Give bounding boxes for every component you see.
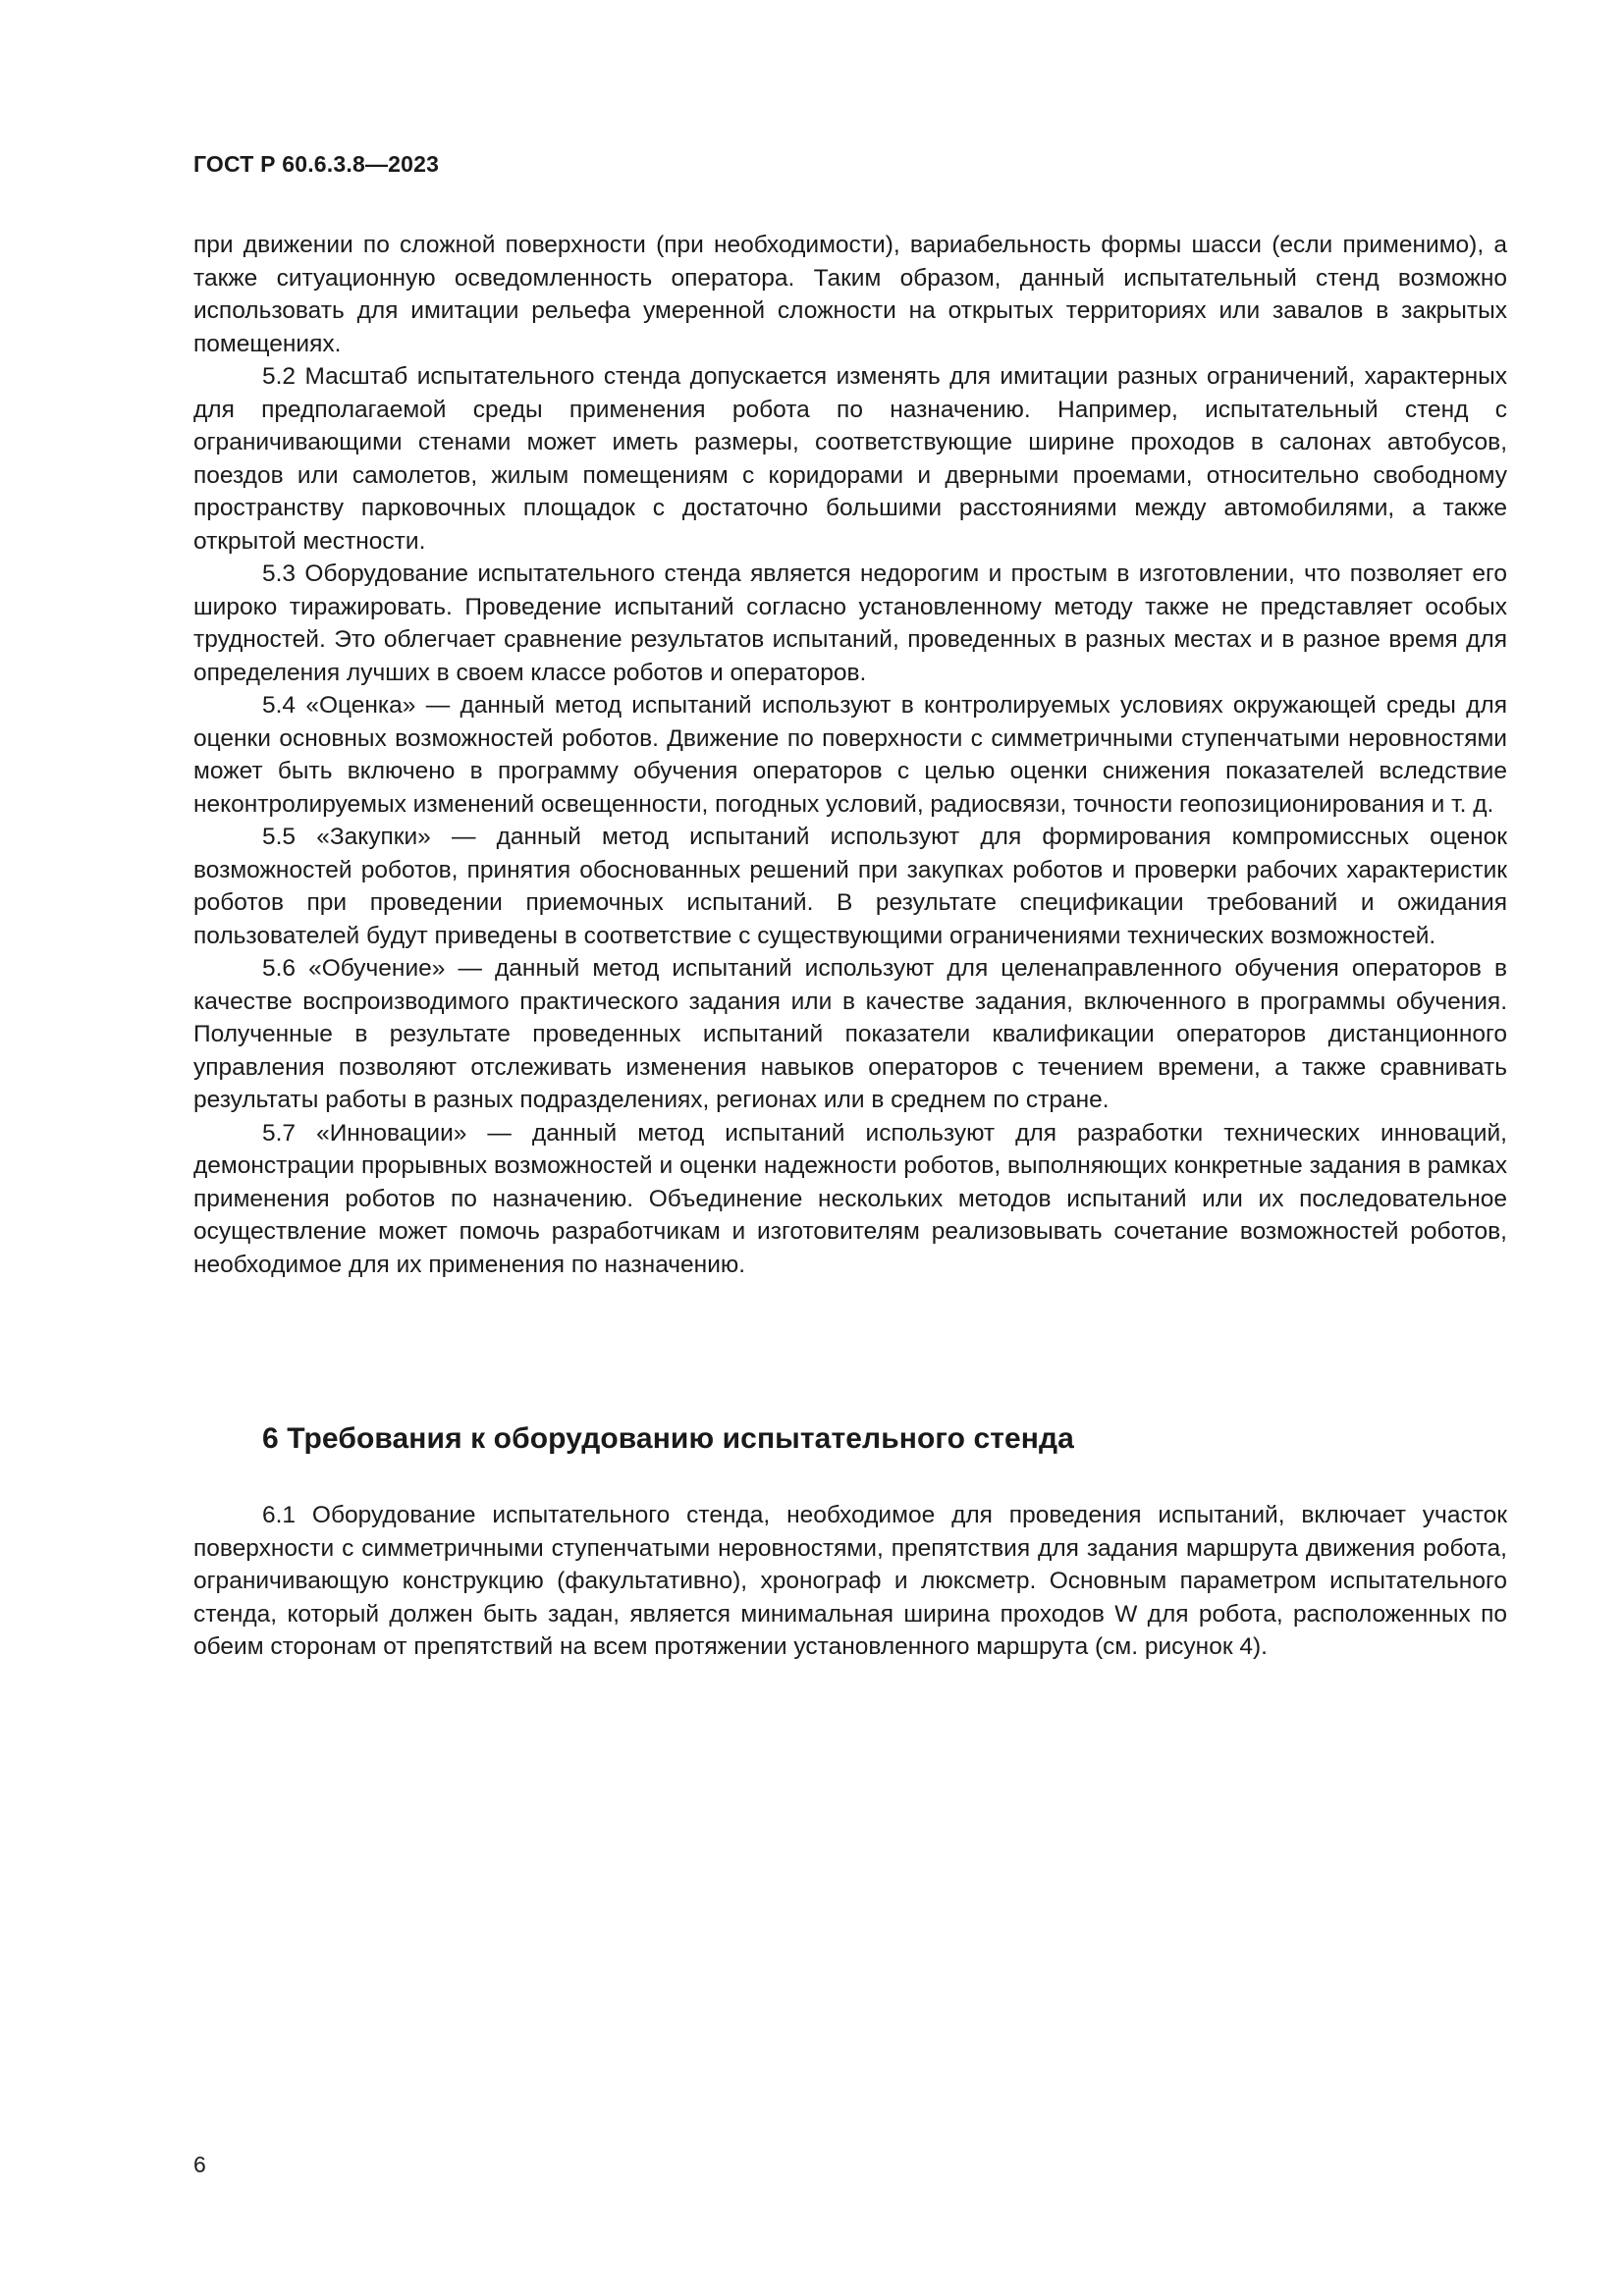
paragraph-5-3: 5.3 Оборудование испытательного стенда является недорогим и простым в изготовлении, что позволяет его широко тиражировать. Проведение испытаний согласно установленному методу также не представляет особых трудностей. Это облегчает сравнение результатов испытаний, проведенных в разных местах и в разное время для определения лучших в своем классе роботов и операторов. bbox=[193, 561, 1507, 686]
section-5-body bbox=[193, 229, 1507, 1281]
paragraph-5-7: 5.7 «Инновации» — данный метод испытаний используют для разработки технических инноваций, демонстрации прорывных возможностей и оценки надежности роботов, выполняющих конкретные задания в рамках применения роботов по назначению. Объединение нескольких методов испытаний или их последовательное осуществление может помочь разработчикам и изготовителям реализовывать сочетание возможностей роботов, необходимое для их применения по назначению. bbox=[193, 1119, 1507, 1278]
page-number: 6 bbox=[193, 2152, 206, 2177]
paragraph-5-2: 5.2 Масштаб испытательного стенда допускается изменять для имитации разных ограничений, характерных для предполагаемой среды применения робота по назначению. Например, испытательный стенд с ограничивающими стенами может иметь размеры, соответствующие ширине проходов в салонах автобусов, поездов или самолетов, жилым помещениям с коридорами и дверными проемами, относительно свободному пространству парковочных площадок с достаточно большими расстояниями между автомобилями, а также открытой местности. bbox=[193, 363, 1507, 555]
paragraph-5-6: 5.6 «Обучение» — данный метод испытаний используют для целенаправленного обучения операторов в качестве воспроизводимого практического задания или в качестве задания, включенного в программы обучения. Полученные в результате проведенных испытаний показатели квалификации операторов дистанционного управления позволяют отслеживать изменения навыков операторов с течением времени, а также сравнивать результаты работы в разных подразделениях, регионах или в среднем по стране. bbox=[193, 955, 1507, 1113]
paragraph-5-4: 5.4 «Оценка» — данный метод испытаний используют в контролируемых условиях окружающей среды для оценки основных возможностей роботов. Движение по поверхности с симметричными ступенчатыми неровностями может быть включено в программу обучения операторов с целью оценки снижения показателей вследствие неконтролируемых изменений освещенности, погодных условий, радиосвязи, точности геопозиционирования и т. д. bbox=[193, 692, 1507, 818]
paragraph-continuation: при движении по сложной поверхности (при необходимости), вариабельность формы шасси (если применимо), а также ситуационную осведомленность оператора. Таким образом, данный испытательный стенд возможно использовать для имитации рельефа умеренной сложности на открытых территориях или завалов в закрытых помещениях. bbox=[193, 232, 1507, 357]
section-6-heading: 6 Требования к оборудованию испытательного стенда bbox=[262, 1422, 1074, 1455]
document-code-header: ГОСТ Р 60.6.3.8—2023 bbox=[193, 151, 440, 177]
paragraph-5-5: 5.5 «Закупки» — данный метод испытаний используют для формирования компромиссных оценок возможностей роботов, принятия обоснованных решений при закупках роботов и проверки рабочих характеристик роботов при проведении приемочных испытаний. В результате спецификации требований и ожидания пользователей будут приведены в соответствие с существующими ограничениями технических возможностей. bbox=[193, 824, 1507, 949]
paragraph-6-1: 6.1 Оборудование испытательного стенда, необходимое для проведения испытаний, включает участок поверхности с симметричными ступенчатыми неровностями, препятствия для задания маршрута движения робота, ограничивающую конструкцию (факультативно), хронограф и люксметр. Основным параметром испытательного стенда, который должен быть задан, является минимальная ширина проходов W для робота, расположенных по обеим сторонам от препятствий на всем протяжении установленного маршрута (см. рисунок 4). bbox=[193, 1502, 1507, 1660]
section-6-body bbox=[193, 1499, 1507, 1664]
